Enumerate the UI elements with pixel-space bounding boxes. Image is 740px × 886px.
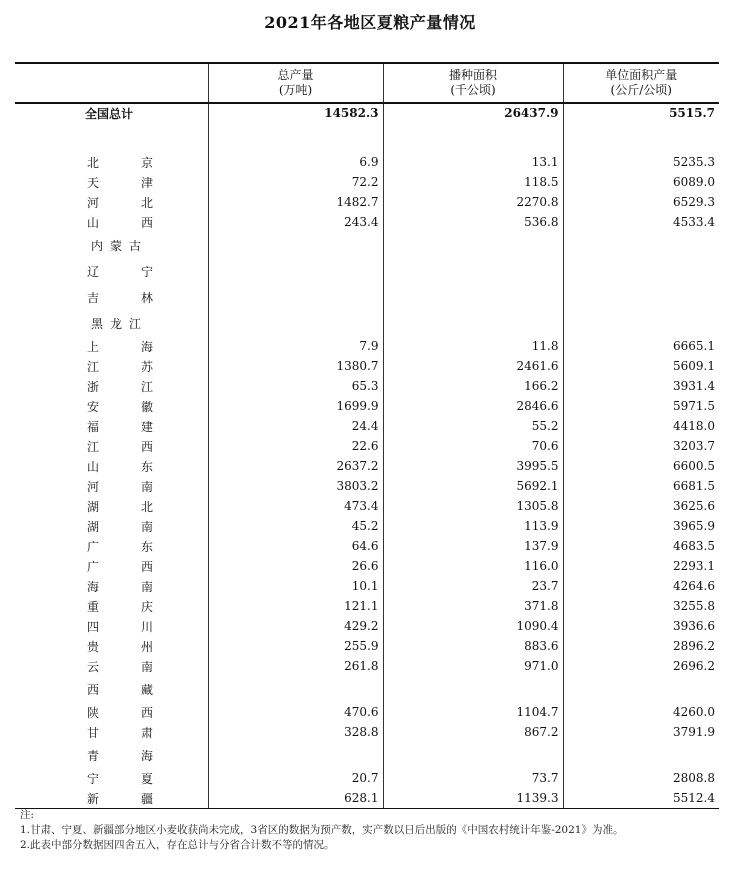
region-cell <box>15 436 208 456</box>
area-cell <box>383 284 563 310</box>
table-row <box>15 258 719 284</box>
table-row <box>15 556 719 576</box>
region-name: 江西 <box>87 439 153 454</box>
area-cell: 1090.4 <box>383 616 563 636</box>
output-cell: 628.1 <box>208 788 383 809</box>
output-cell: 26.6 <box>208 556 383 576</box>
region-name: 河北 <box>87 195 153 210</box>
table-row <box>15 656 719 676</box>
yield-cell: 5609.1 <box>563 356 719 376</box>
area-cell: 1305.8 <box>383 496 563 516</box>
header-area: 播种面积 (千公顷) <box>383 63 563 103</box>
region-name: 重庆 <box>87 599 153 614</box>
table-row <box>15 722 719 742</box>
yield-cell: 4264.6 <box>563 576 719 596</box>
yield-cell <box>563 284 719 310</box>
table-row <box>15 232 719 258</box>
area-cell: 11.8 <box>383 336 563 356</box>
note-1: 1.甘肃、宁夏、新疆部分地区小麦收获尚未完成，3省区的数据为预产数，实产数以日后出版的《中国农村统计年鉴-2021》为准。 <box>20 824 624 836</box>
output-cell: 261.8 <box>208 656 383 676</box>
output-cell: 7.9 <box>208 336 383 356</box>
region-name: 安徽 <box>87 399 153 414</box>
output-cell: 1380.7 <box>208 356 383 376</box>
region-cell <box>15 702 208 722</box>
region-cell <box>15 336 208 356</box>
table-row <box>15 496 719 516</box>
area-cell: 867.2 <box>383 722 563 742</box>
table-row <box>15 676 719 702</box>
region-name: 湖北 <box>87 499 153 514</box>
table-row <box>15 376 719 396</box>
output-cell: 45.2 <box>208 516 383 536</box>
table-row <box>15 616 719 636</box>
region-name: 广西 <box>87 559 153 574</box>
output-cell: 64.6 <box>208 536 383 556</box>
table-row <box>15 742 719 768</box>
region-name: 海南 <box>87 579 153 594</box>
output-cell: 1699.9 <box>208 396 383 416</box>
area-cell: 371.8 <box>383 596 563 616</box>
yield-cell: 6600.5 <box>563 456 719 476</box>
area-cell: 971.0 <box>383 656 563 676</box>
table-header-row <box>15 63 719 103</box>
region-name: 北京 <box>87 155 153 170</box>
yield-cell: 6665.1 <box>563 336 719 356</box>
area-cell: 55.2 <box>383 416 563 436</box>
table-row <box>15 576 719 596</box>
table-row <box>15 310 719 336</box>
output-cell <box>208 232 383 258</box>
area-cell: 1104.7 <box>383 702 563 722</box>
table-row <box>15 172 719 192</box>
yield-cell: 6089.0 <box>563 172 719 192</box>
output-cell: 429.2 <box>208 616 383 636</box>
table-row <box>15 456 719 476</box>
yield-cell: 4683.5 <box>563 536 719 556</box>
area-cell: 536.8 <box>383 212 563 232</box>
region-cell <box>15 516 208 536</box>
region-cell <box>15 310 208 336</box>
area-cell <box>383 676 563 702</box>
output-cell: 3803.2 <box>208 476 383 496</box>
area-cell: 113.9 <box>383 516 563 536</box>
output-cell <box>208 676 383 702</box>
area-cell: 883.6 <box>383 636 563 656</box>
table-row <box>15 356 719 376</box>
yield-cell: 4418.0 <box>563 416 719 436</box>
header-region <box>15 63 208 103</box>
region-name: 甘肃 <box>87 725 153 740</box>
yield-cell: 5235.3 <box>563 152 719 172</box>
region-name: 吉林 <box>87 290 153 305</box>
yield-cell: 3791.9 <box>563 722 719 742</box>
region-cell <box>15 722 208 742</box>
table-row <box>15 212 719 232</box>
total-row <box>15 103 719 122</box>
region-name: 河南 <box>87 479 153 494</box>
output-cell: 65.3 <box>208 376 383 396</box>
area-cell: 116.0 <box>383 556 563 576</box>
yield-cell: 5512.4 <box>563 788 719 809</box>
output-cell: 6.9 <box>208 152 383 172</box>
region-name: 黑龙江 <box>91 316 141 331</box>
output-cell: 24.4 <box>208 416 383 436</box>
region-cell <box>15 768 208 788</box>
table-row <box>15 436 719 456</box>
table-row <box>15 516 719 536</box>
yield-cell: 4260.0 <box>563 702 719 722</box>
region-cell <box>15 192 208 212</box>
region-name: 陕西 <box>87 705 153 720</box>
header-yield: 单位面积产量 (公斤/公顷) <box>563 63 719 103</box>
region-name: 内蒙古 <box>91 238 141 253</box>
header-output: 总产量 (万吨) <box>208 63 383 103</box>
area-cell: 3995.5 <box>383 456 563 476</box>
region-name: 辽宁 <box>87 264 153 279</box>
yield-cell: 3965.9 <box>563 516 719 536</box>
spacer-row <box>15 122 719 152</box>
output-cell: 255.9 <box>208 636 383 656</box>
region-cell <box>15 356 208 376</box>
region-name: 四川 <box>87 619 153 634</box>
total-area: 26437.9 <box>383 103 563 122</box>
region-cell <box>15 172 208 192</box>
area-cell: 166.2 <box>383 376 563 396</box>
region-cell <box>15 416 208 436</box>
output-cell: 473.4 <box>208 496 383 516</box>
yield-cell: 2896.2 <box>563 636 719 656</box>
region-name: 天津 <box>87 175 153 190</box>
output-cell: 22.6 <box>208 436 383 456</box>
page-title: 2021年各地区夏粮产量情况 <box>264 13 476 32</box>
yield-cell: 3625.6 <box>563 496 719 516</box>
table-row <box>15 284 719 310</box>
area-cell: 2846.6 <box>383 396 563 416</box>
output-cell: 10.1 <box>208 576 383 596</box>
area-cell: 23.7 <box>383 576 563 596</box>
output-cell: 72.2 <box>208 172 383 192</box>
notes-label: 注: <box>20 809 35 821</box>
region-cell <box>15 576 208 596</box>
region-name: 青海 <box>87 748 153 763</box>
region-name: 山西 <box>87 215 153 230</box>
region-cell <box>15 496 208 516</box>
yield-cell <box>563 232 719 258</box>
output-cell: 121.1 <box>208 596 383 616</box>
note-2: 2.此表中部分数据因四舍五入，存在总计与分省合计数不等的情况。 <box>20 839 335 851</box>
region-cell <box>15 284 208 310</box>
table-row <box>15 536 719 556</box>
table-row <box>15 336 719 356</box>
region-cell <box>15 596 208 616</box>
area-cell <box>383 232 563 258</box>
area-cell: 5692.1 <box>383 476 563 496</box>
yield-cell: 2696.2 <box>563 656 719 676</box>
region-cell <box>15 476 208 496</box>
area-cell <box>383 310 563 336</box>
output-cell: 1482.7 <box>208 192 383 212</box>
region-cell <box>15 556 208 576</box>
yield-cell: 3203.7 <box>563 436 719 456</box>
region-cell <box>15 616 208 636</box>
yield-cell: 2808.8 <box>563 768 719 788</box>
yield-cell <box>563 310 719 336</box>
yield-cell: 3255.8 <box>563 596 719 616</box>
region-name: 福建 <box>87 419 153 434</box>
region-name: 湖南 <box>87 519 153 534</box>
yield-cell: 3931.4 <box>563 376 719 396</box>
region-name: 广东 <box>87 539 153 554</box>
table-row <box>15 416 719 436</box>
table-row <box>15 152 719 172</box>
output-cell: 470.6 <box>208 702 383 722</box>
yield-cell: 3936.6 <box>563 616 719 636</box>
area-cell <box>383 258 563 284</box>
region-name: 云南 <box>87 659 153 674</box>
region-name: 西藏 <box>87 682 153 697</box>
total-label: 全国总计 <box>85 106 134 121</box>
region-cell <box>15 396 208 416</box>
region-cell <box>15 232 208 258</box>
table-row <box>15 702 719 722</box>
table-row <box>15 788 719 809</box>
area-cell: 118.5 <box>383 172 563 192</box>
output-cell <box>208 258 383 284</box>
region-name: 新疆 <box>87 791 153 806</box>
region-cell <box>15 742 208 768</box>
region-cell <box>15 258 208 284</box>
yield-cell <box>563 258 719 284</box>
area-cell: 2461.6 <box>383 356 563 376</box>
yield-cell: 2293.1 <box>563 556 719 576</box>
area-cell: 70.6 <box>383 436 563 456</box>
region-cell <box>15 788 208 809</box>
region-cell <box>15 152 208 172</box>
region-cell <box>15 456 208 476</box>
area-cell <box>383 742 563 768</box>
area-cell: 1139.3 <box>383 788 563 809</box>
notes <box>20 808 720 853</box>
table-row <box>15 476 719 496</box>
yield-cell: 5971.5 <box>563 396 719 416</box>
region-name: 山东 <box>87 459 153 474</box>
summer-grain-table <box>15 62 719 809</box>
yield-cell: 4533.4 <box>563 212 719 232</box>
total-output: 14582.3 <box>208 103 383 122</box>
table-row <box>15 396 719 416</box>
output-cell <box>208 310 383 336</box>
output-cell: 2637.2 <box>208 456 383 476</box>
region-name: 宁夏 <box>87 771 153 786</box>
yield-cell: 6681.5 <box>563 476 719 496</box>
region-name: 江苏 <box>87 359 153 374</box>
output-cell <box>208 284 383 310</box>
output-cell: 20.7 <box>208 768 383 788</box>
area-cell: 137.9 <box>383 536 563 556</box>
table-row <box>15 596 719 616</box>
region-cell <box>15 656 208 676</box>
region-cell <box>15 636 208 656</box>
region-cell <box>15 212 208 232</box>
output-cell <box>208 742 383 768</box>
yield-cell <box>563 742 719 768</box>
region-name: 上海 <box>87 339 153 354</box>
output-cell: 243.4 <box>208 212 383 232</box>
total-yield: 5515.7 <box>563 103 719 122</box>
table-row <box>15 192 719 212</box>
region-cell <box>15 536 208 556</box>
yield-cell <box>563 676 719 702</box>
region-name: 浙江 <box>87 379 153 394</box>
table-row <box>15 636 719 656</box>
area-cell: 2270.8 <box>383 192 563 212</box>
region-name: 贵州 <box>87 639 153 654</box>
area-cell: 13.1 <box>383 152 563 172</box>
output-cell: 328.8 <box>208 722 383 742</box>
region-cell <box>15 376 208 396</box>
yield-cell: 6529.3 <box>563 192 719 212</box>
region-cell <box>15 676 208 702</box>
table-row <box>15 768 719 788</box>
area-cell: 73.7 <box>383 768 563 788</box>
